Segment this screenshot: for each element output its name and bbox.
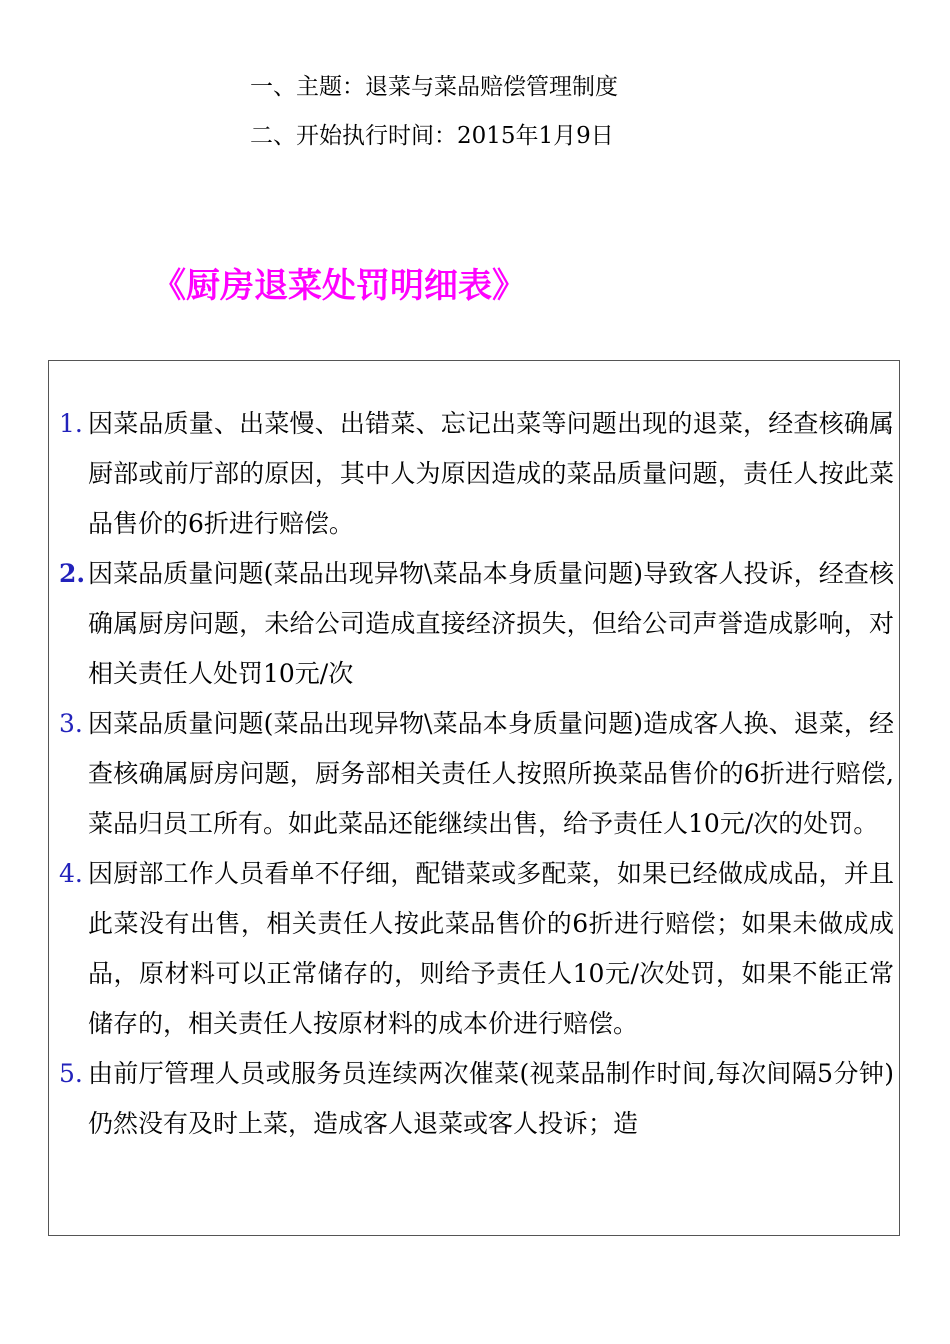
rule-item-4 [59, 849, 894, 1049]
document-subject: 一、主题：退菜与菜品赔偿管理制度 [250, 74, 618, 100]
rules-box [48, 360, 900, 1236]
document-start-date: 二、开始执行时间：2015年1月9日 [250, 123, 614, 149]
rule-text: 因菜品质量问题(菜品出现异物\菜品本身质量问题)造成客人换、退菜，经查核确属厨房问题，厨务部相关责任人按照所换菜品售价的6折进行赔偿,菜品归员工所有。如此菜品还能继续出售，给予责任人10元/次的处罚。 [88, 709, 894, 838]
rule-text: 由前厅管理人员或服务员连续两次催菜(视菜品制作时间,每次间隔5分钟)仍然没有及时上菜，造成客人退菜或客人投诉；造 [88, 1059, 894, 1138]
rule-number: 4. [59, 859, 83, 888]
rule-text: 因菜品质量、出菜慢、出错菜、忘记出菜等问题出现的退菜，经查核确属厨部或前厅部的原因，其中人为原因造成的菜品质量问题，责任人按此菜品售价的6折进行赔偿。 [88, 409, 894, 538]
rule-text: 因厨部工作人员看单不仔细，配错菜或多配菜，如果已经做成成品，并且此菜没有出售，相关责任人按此菜品售价的6折进行赔偿；如果未做成成品，原材料可以正常储存的，则给予责任人10元/次处罚，如果不能正常储存的，相关责任人按原材料的成本价进行赔偿。 [88, 859, 894, 1038]
rule-item-2 [59, 549, 894, 699]
rule-text: 因菜品质量问题(菜品出现异物\菜品本身质量问题)导致客人投诉，经查核确属厨房问题，未给公司造成直接经济损失，但给公司声誉造成影响，对相关责任人处罚10元/次 [88, 559, 894, 688]
rules-list [59, 399, 894, 1149]
rule-number: 1. [59, 409, 83, 438]
rule-item-1 [59, 399, 894, 549]
rule-number: 5. [59, 1059, 83, 1088]
rule-item-3 [59, 699, 894, 849]
document-title: 《厨房退菜处罚明细表》 [152, 266, 526, 306]
rule-number: 3. [59, 709, 83, 738]
rule-item-5 [59, 1049, 894, 1149]
rule-number: 2. [59, 559, 86, 588]
